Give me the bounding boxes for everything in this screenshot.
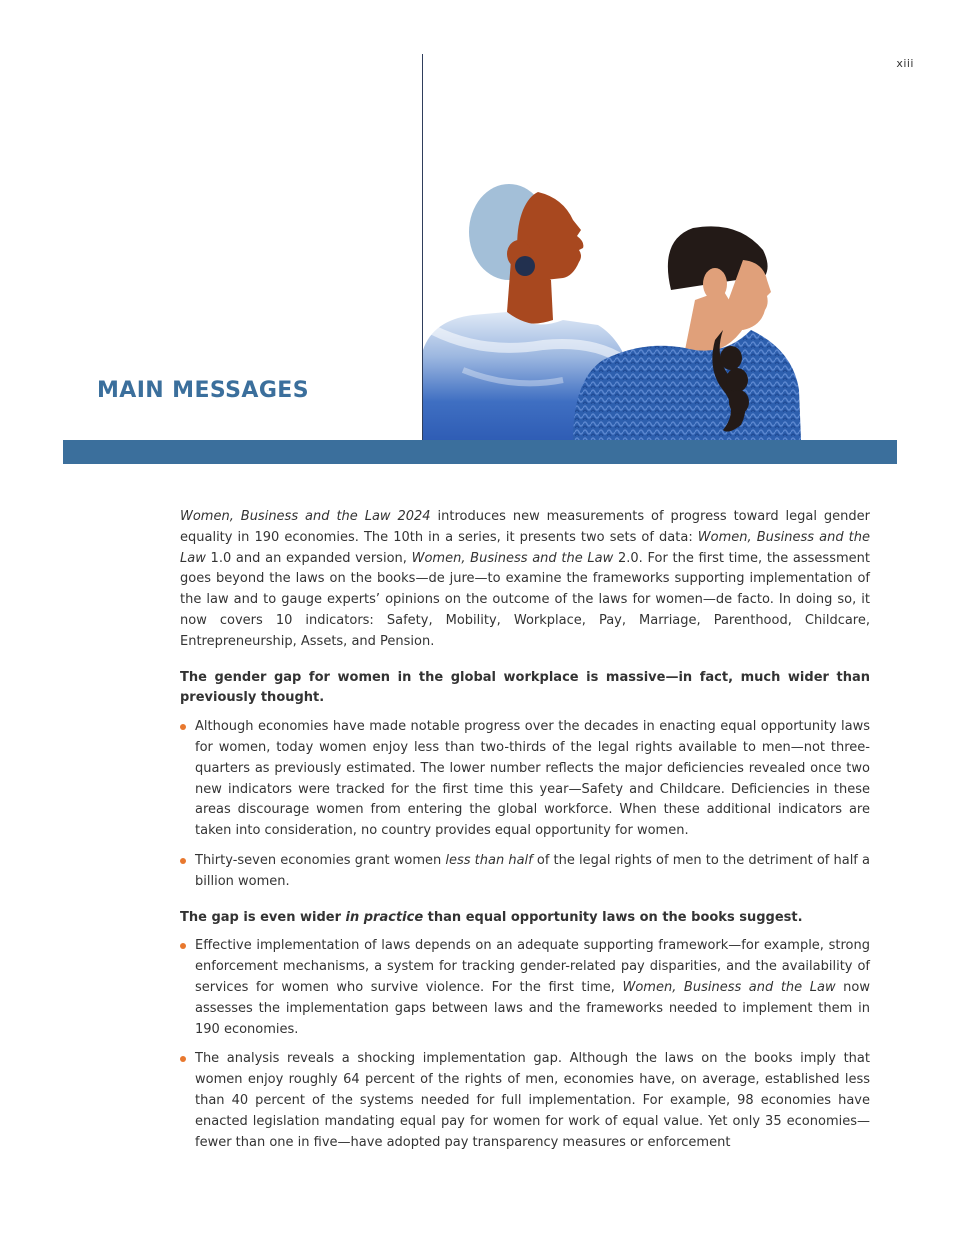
bullet-dot-icon	[180, 724, 186, 730]
two-women-illustration-icon	[423, 180, 823, 440]
section-lead: The gender gap for women in the global workplace is massive—in fact, much wider than previously thought.	[180, 669, 870, 706]
bullet-dot-icon	[180, 1056, 186, 1062]
list-item: Although economies have made notable progress over the decades in enacting equal opportunity laws for women, today women enjoy less than two-thirds of the legal rights available to men—not three-quarters as previously estimated. The lower number reflects the major deficiencies revealed once two new indicators were tracked for the first time this year—Safety and Childcare. Deficiencies in these areas discourage women from entering the global workforce. When these additional indicators are taken into consideration, no country provides equal opportunity for women.	[180, 717, 870, 842]
bullet-list	[180, 717, 870, 892]
page-title: MAIN MESSAGES	[97, 378, 309, 403]
bullet-list	[180, 936, 870, 1153]
report-title: Women, Business and the Law 2024	[180, 509, 431, 524]
section-lead: The gap is even wider in practice than equal opportunity laws on the books suggest.	[180, 909, 803, 925]
bullet-dot-icon	[180, 858, 186, 864]
main-content	[180, 507, 870, 1168]
page-number: xiii	[896, 57, 914, 70]
list-item: Thirty-seven economies grant women less than half of the legal rights of men to the detriment of half a billion women.	[180, 851, 870, 893]
title-band	[63, 440, 897, 464]
list-item: The analysis reveals a shocking implementation gap. Although the laws on the books imply that women enjoy roughly 64 percent of the rights of men, economies have, on average, established less than 40 percent of the systems needed for full implementation. For example, 98 economies have enacted legislation mandating equal pay for women for work of equal value. Yet only 35 economies—fewer than one in five—have adopted pay transparency measures or enforcement	[180, 1049, 870, 1153]
list-item: Effective implementation of laws depends on an adequate supporting framework—for example, strong enforcement mechanisms, a system for tracking gender-related pay disparities, and the availability of services for women who survive violence. For the first time, Women, Business and the Law now assesses the implementation gaps between laws and the frameworks needed to implement them in 190 economies.	[180, 936, 870, 1040]
bullet-dot-icon	[180, 943, 186, 949]
intro-paragraph: Women, Business and the Law 2024 introduces new measurements of progress toward legal gender equality in 190 economies. The 10th in a series, it presents two sets of data: Women, Business and the Law 1.0 and an expanded version, Women, Business and the Law 2.0. For the first time, the assessment goes beyond the laws on the books—de jure—to examine the frameworks supporting implementation of the law and to gauge experts’ opinions on the outcome of the laws for women—de facto. In doing so, it now covers 10 indicators: Safety, Mobility, Workplace, Pay, Marriage, Parenthood, Childcare, Entrepreneurship, Assets, and Pension.	[180, 509, 870, 649]
